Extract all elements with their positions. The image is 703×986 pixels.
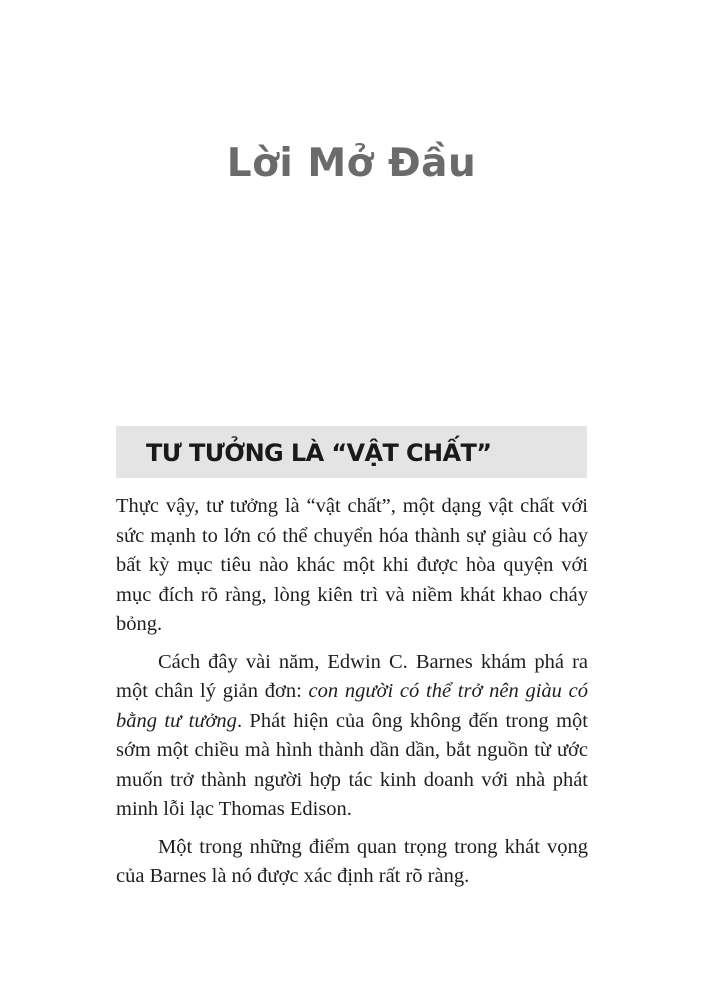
- chapter-title: Lời Mở Đầu: [226, 141, 477, 186]
- section-heading: TƯ TƯỞNG LÀ “VẬT CHẤT”: [146, 439, 492, 467]
- body-text: [116, 492, 588, 900]
- paragraph-2-text-end: . Phát hiện của ông không đến trong một sớm một chiều mà hình thành dần dần, bắt nguồn từ ước muốn trở thành người hợp tác kinh doanh với nhà phát minh lỗi lạc Thomas Edison.: [116, 709, 588, 820]
- paragraph-1: Thực vậy, tư tưởng là “vật chất”, một dạng vật chất với sức mạnh to lớn có thể chuyển hóa thành sự giàu có hay bất kỳ mục tiêu nào khác một khi được hòa quyện với mục đích rõ ràng, lòng kiên trì và niềm khát khao cháy bỏng.: [116, 495, 588, 635]
- paragraph-3: Một trong những điểm quan trọng trong khát vọng của Barnes là nó được xác định rất rõ ràng.: [116, 835, 588, 887]
- paragraph-2: [116, 648, 588, 825]
- section-banner: [116, 426, 587, 478]
- paragraph-2-text-start: Cách đây vài năm, Edwin C. Barnes khám phá ra một chân lý giản đơn:: [116, 650, 588, 702]
- paragraph-2-italic-phrase: con người có thể trở nên giàu có bằng tư tưởng: [116, 680, 588, 732]
